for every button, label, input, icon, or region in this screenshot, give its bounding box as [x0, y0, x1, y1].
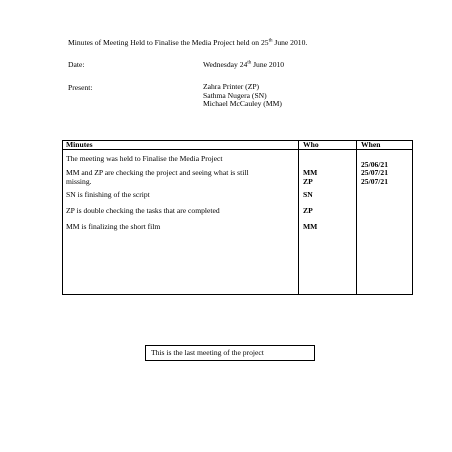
attendee-item: Zahra Printer (ZP) — [203, 82, 260, 91]
when-date: 25/07/21 — [361, 168, 389, 177]
date-value: Wednesday 24th June 2010 — [203, 60, 285, 69]
who-initials: ZP — [303, 206, 313, 215]
attendee-item: Michael McCauley (MM) — [203, 99, 282, 109]
title-ordinal-suffix: th — [268, 38, 273, 44]
who-initials: ZP — [303, 176, 313, 186]
when-date: 25/06/21 — [361, 160, 389, 169]
when-date: 25/07/21 — [361, 176, 389, 186]
date-ordinal-suffix: th — [247, 60, 252, 66]
attendee-list — [203, 83, 282, 109]
minutes-item-continued: missing. — [66, 176, 92, 186]
header-when: When — [361, 140, 381, 149]
header-who: Who — [303, 140, 319, 149]
minutes-item: ZP is double checking the tasks that are completed — [66, 206, 220, 215]
minutes-table — [62, 140, 413, 295]
present-label: Present: — [68, 83, 93, 92]
who-initials: SN — [303, 190, 313, 199]
column-divider — [298, 141, 299, 294]
date-label: Date: — [68, 60, 85, 69]
closing-note: This is the last meeting of the project — [145, 345, 315, 361]
minutes-item: The meeting was held to Finalise the Media Project — [66, 154, 223, 163]
minutes-item: MM is finalizing the short film — [66, 222, 161, 231]
header-divider — [63, 149, 412, 150]
minutes-item: SN is finishing of the script — [66, 190, 150, 199]
who-initials: MM — [303, 168, 318, 177]
header-minutes: Minutes — [66, 140, 93, 149]
who-initials: MM — [303, 222, 318, 231]
document-title: Minutes of Meeting Held to Finalise the Media Project held on 25th June 2010. — [68, 38, 308, 47]
column-divider — [356, 141, 357, 294]
attendee-item: Sathma Nugera (SN) — [203, 90, 267, 100]
minutes-item: MM and ZP are checking the project and seeing what is still — [66, 168, 249, 177]
